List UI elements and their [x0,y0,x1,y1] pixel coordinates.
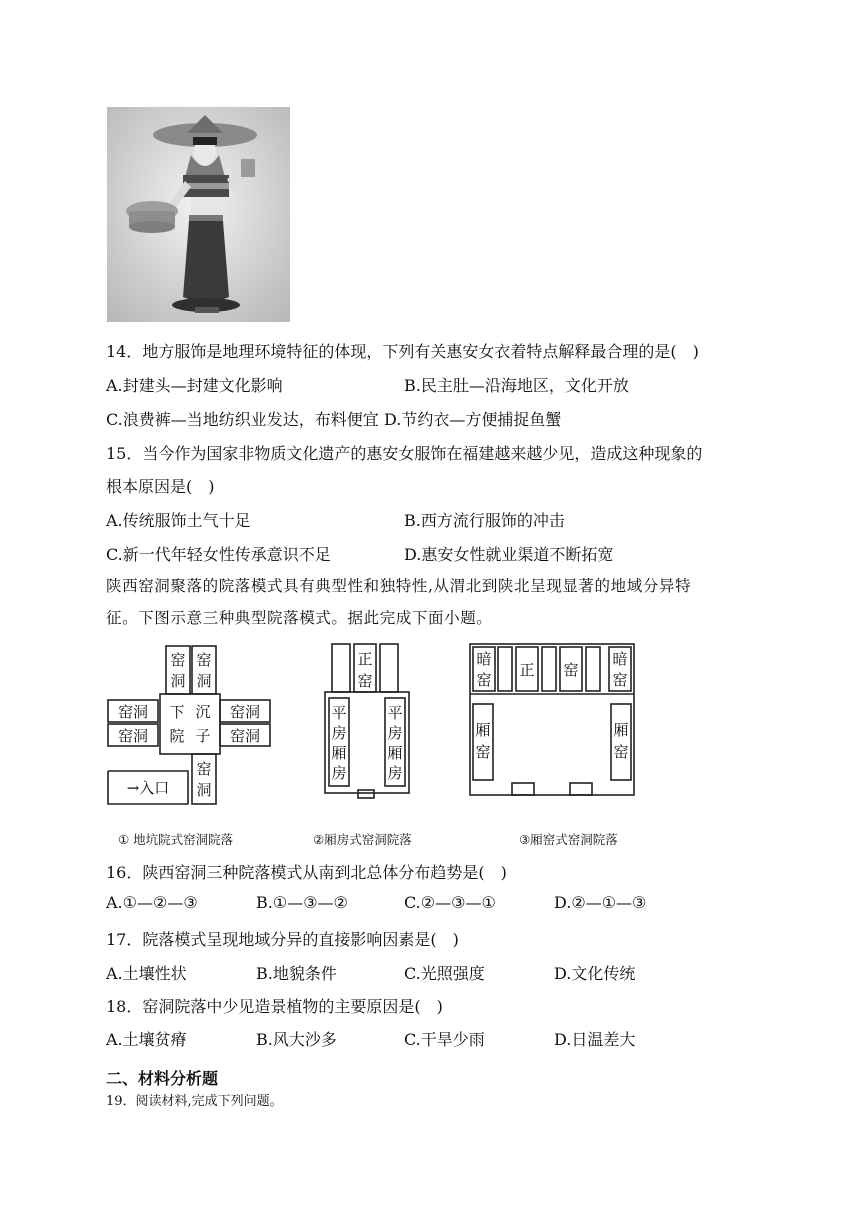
section-2-heading: 二、材料分析题 [106,1069,219,1088]
d3-left-dark-1: 暗 [476,650,492,668]
d2-right-1: 平 [387,704,403,722]
d1-bottom-1: 窑 [196,760,212,778]
d2-left-3: 厢 [331,744,347,762]
courtyard-diagrams [100,638,645,813]
q14-option-c[interactable]: C.浪费裤—当地纺织业发达，布料便宜 [106,410,379,429]
q16-option-c[interactable]: C.②—③—① [404,893,496,912]
d2-right-4: 房 [387,764,403,782]
d1-top-left-1: 窑 [170,651,186,669]
d2-left-1: 平 [331,704,347,722]
q18-option-b[interactable]: B.风大沙多 [256,1030,337,1049]
d1-bottom-2: 洞 [196,781,212,799]
d1-left-bottom: 窑洞 [117,727,149,745]
d1-left-top: 窑洞 [117,703,149,721]
passage-line1: 陕西窑洞聚落的院落模式具有典型性和独特性,从渭北到陕北呈现显著的地域分异特 [106,577,692,595]
q15-option-b[interactable]: B.西方流行服饰的冲击 [404,511,565,530]
q17-option-a[interactable]: A.土壤性状 [106,964,187,983]
q15-stem-line2: 根本原因是( ) [106,477,215,496]
d2-left-2: 房 [331,724,347,742]
caption-2: ②厢房式窑洞院落 [313,832,412,847]
d1-center-1: 下 [169,703,185,721]
q17-option-d[interactable]: D.文化传统 [554,964,636,983]
d1-top-right-1: 窑 [196,651,212,669]
q19-stem: 19．阅读材料,完成下列问题。 [106,1094,283,1109]
d1-right-top: 窑洞 [229,703,261,721]
caption-1: ① 地坑院式窑洞院落 [118,832,234,847]
d3-left-dark-2: 窑 [476,671,492,689]
q14-stem: 14．地方服饰是地理环境特征的体现，下列有关惠安女衣着特点解释最合理的是( ) [106,342,699,361]
q18-option-a[interactable]: A.土壤贫瘠 [106,1030,187,1049]
q14-option-d[interactable]: D.节约衣—方便捕捉鱼蟹 [384,410,562,429]
q15-option-d[interactable]: D.惠安女性就业渠道不断拓宽 [404,545,614,564]
q17-option-b[interactable]: B.地貌条件 [256,964,337,983]
q15-stem-line1: 15．当今作为国家非物质文化遗产的惠安女服饰在福建越来越少见，造成这种现象的 [106,444,703,463]
huian-woman-photo [107,107,290,322]
d3-right-side-1: 厢 [613,721,629,739]
q18-option-c[interactable]: C.干旱少雨 [404,1030,485,1049]
d2-right-2: 房 [387,724,403,742]
q15-option-a[interactable]: A.传统服饰土气十足 [106,511,251,530]
d3-right-side-2: 窑 [613,743,629,761]
q16-option-a[interactable]: A.①—②—③ [106,893,198,912]
d1-center-3: 院 [169,727,185,745]
passage-line2: 征。下图示意三种典型院落模式。据此完成下面小题。 [106,609,493,627]
d1-top-right-2: 洞 [196,672,212,690]
d3-right-dark-2: 窑 [612,671,628,689]
d3-right-dark-1: 暗 [612,650,628,668]
q18-stem: 18．窑洞院落中少见造景植物的主要原因是( ) [106,997,443,1016]
d3-yao: 窑 [563,661,579,679]
d1-right-bottom: 窑洞 [229,727,261,745]
d1-center-4: 子 [195,727,211,745]
d3-left-side-2: 窑 [475,743,491,761]
d1-top-left-2: 洞 [170,672,186,690]
q14-option-a[interactable]: A.封建头—封建文化影响 [106,376,283,395]
d3-zheng: 正 [519,661,535,679]
d1-entrance: →入口 [126,779,170,797]
d1-center-2: 沉 [195,703,211,721]
q15-option-c[interactable]: C.新一代年轻女性传承意识不足 [106,545,331,564]
d2-left-4: 房 [331,764,347,782]
d2-top-2: 窑 [357,672,373,690]
q16-option-d[interactable]: D.②—①—③ [554,893,647,912]
q16-option-b[interactable]: B.①—③—② [256,893,348,912]
d2-top-1: 正 [357,650,373,668]
caption-3: ③厢窑式窑洞院落 [519,832,618,847]
d3-left-side-1: 厢 [475,721,491,739]
q17-option-c[interactable]: C.光照强度 [404,964,485,983]
d2-right-3: 厢 [387,744,403,762]
q16-stem: 16．陕西窑洞三种院落模式从南到北总体分布趋势是( ) [106,863,507,882]
q18-option-d[interactable]: D.日温差大 [554,1030,636,1049]
q17-stem: 17．院落模式呈现地域分异的直接影响因素是( ) [106,930,459,949]
q14-option-b[interactable]: B.民主肚—沿海地区，文化开放 [404,376,629,395]
